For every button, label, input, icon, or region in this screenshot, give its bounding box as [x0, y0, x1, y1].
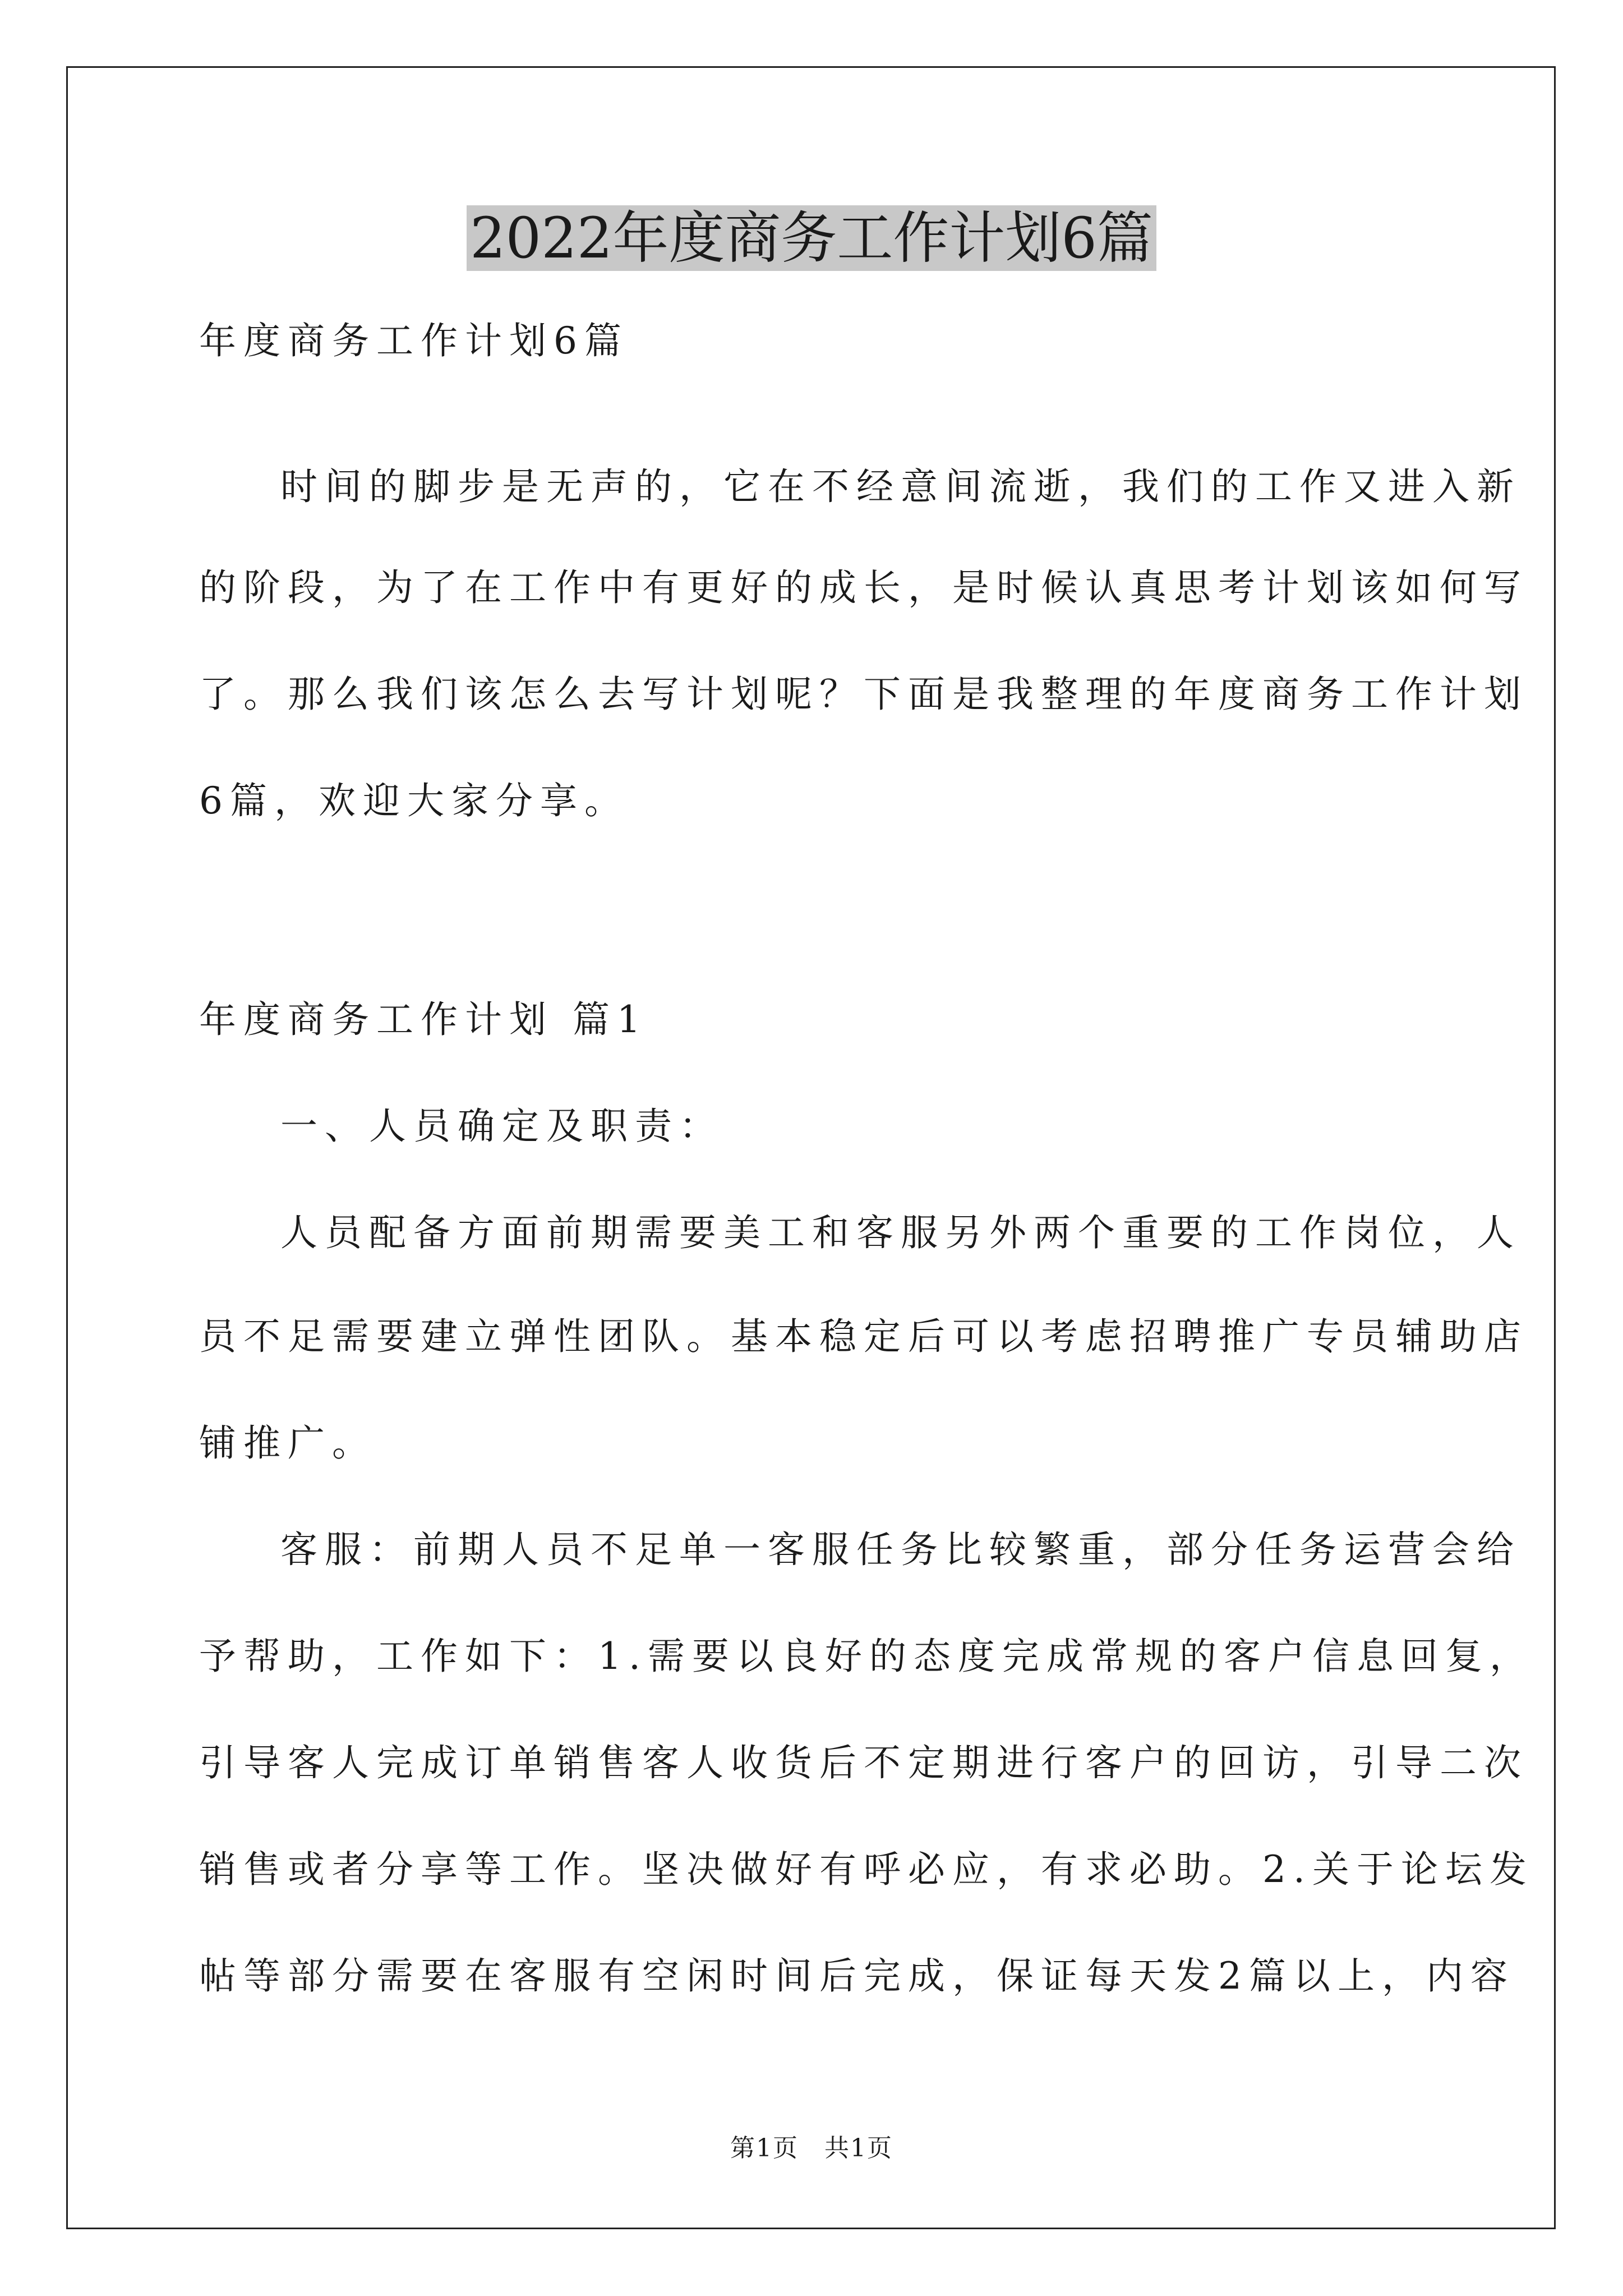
- intro-line-1: 时间的脚步是无声的，它在不经意间流逝，我们的工作又进入新: [280, 465, 1521, 508]
- intro-line-4: 6篇，欢迎大家分享。: [199, 779, 629, 822]
- document-title: [0, 199, 1623, 278]
- paragraph1-line-3: 铺推广。: [199, 1421, 376, 1465]
- document-title-text: 2022年度商务工作计划6篇: [467, 205, 1156, 271]
- section-heading: 年度商务工作计划 篇1: [199, 998, 648, 1041]
- paragraph1-line-1: 人员配备方面前期需要美工和客服另外两个重要的工作岗位，人: [280, 1211, 1521, 1254]
- paragraph2-line-4: 销售或者分享等工作。坚决做好有呼必应，有求必助。2.关于论坛发: [199, 1848, 1534, 1891]
- document-subtitle: 年度商务工作计划6篇: [199, 319, 629, 362]
- intro-line-3: 了。那么我们该怎么去写计划呢？下面是我整理的年度商务工作计划: [199, 673, 1528, 716]
- paragraph2-line-2: 予帮助，工作如下：1.需要以良好的态度完成常规的客户信息回复，: [199, 1635, 1534, 1678]
- subsection-heading: 一、人员确定及职责：: [280, 1105, 723, 1148]
- intro-line-2: 的阶段，为了在工作中有更好的成长，是时候认真思考计划该如何写: [199, 566, 1528, 609]
- paragraph2-line-3: 引导客人完成订单销售客人收货后不定期进行客户的回访，引导二次: [199, 1741, 1528, 1784]
- paragraph1-line-2: 员不足需要建立弹性团队。基本稳定后可以考虑招聘推广专员辅助店: [199, 1315, 1528, 1358]
- page-footer: 第1页 共1页: [730, 2134, 893, 2162]
- paragraph2-line-1: 客服：前期人员不足单一客服任务比较繁重，部分任务运营会给: [280, 1528, 1521, 1571]
- paragraph2-line-5: 帖等部分需要在客服有空闲时间后完成，保证每天发2篇以上，内容: [199, 1954, 1515, 1998]
